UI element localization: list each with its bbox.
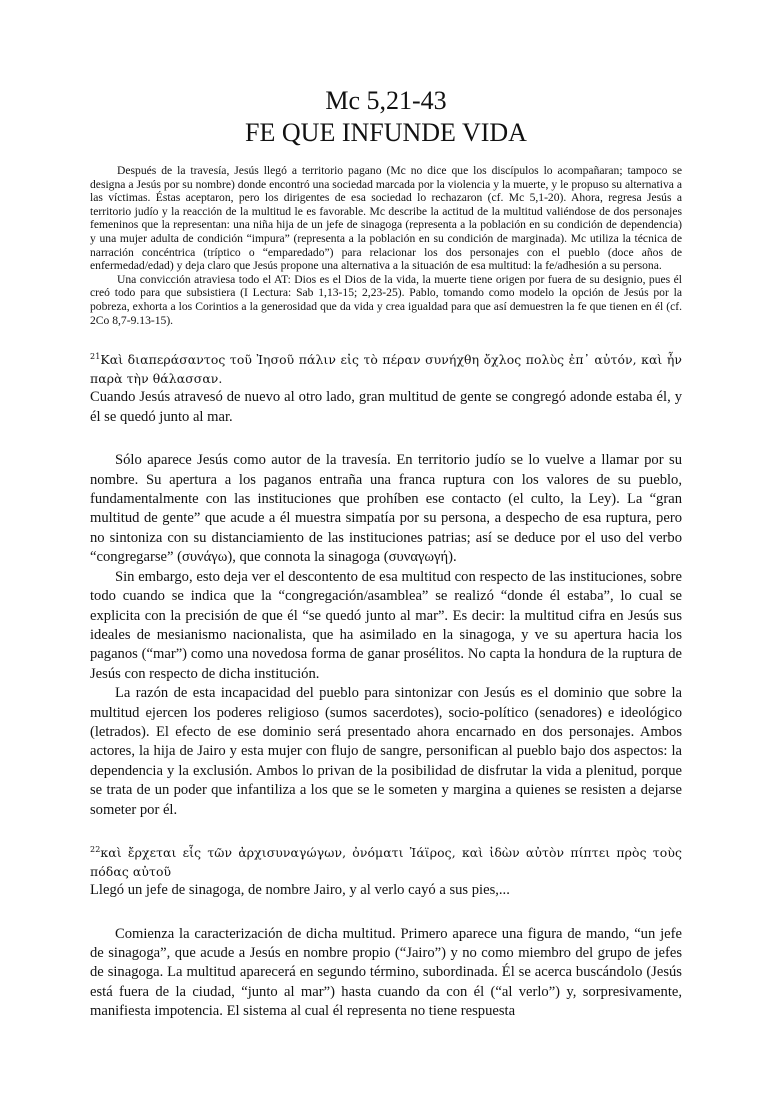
greek-verse-22 [90,840,682,881]
passage-reference: Mc 5,21-43 [325,86,447,115]
commentary-paragraph: Sólo aparece Jesús como autor de la travesía. En territorio judío se lo vuelve a llamar por su nombre. Su apertura a los paganos entraña una franca ruptura con los valores de su pueblo, fundamentalmente con las instituciones que prohíben ese contacto (el culto, la Ley). La “gran multitud de gente” que acude a él muestra simpatía por su persona, a despecho de esa ruptura, pero no sintoniza con su distanciamiento de las instituciones patrias; así se deduce por el uso del verbo “congregarse” (συνάγω), que connota la sinagoga (συναγωγή). [90,452,682,566]
verse-number: 22 [90,844,101,854]
introduction [90,164,682,327]
verse-number: 21 [90,352,101,362]
intro-paragraph: Después de la travesía, Jesús llegó a territorio pagano (Mc no dice que los discípulos lo acompañaran; tampoco se designa a Jesús por su nombre) donde encontró una sociedad marcada por la violencia y la muerte, y le propuso su alternativa a las víctimas. Éstas aceptaron, pero los dirigentes de esa sociedad lo rechazaron (cf. Mc 5,1-20). Ahora, regresa Jesús a territorio judío y la reacción de la multitud le es favorable. Mc describe la actitud de la multitud valiéndose de dos personajes femeninos que la representan: una niña hija de un jefe de sinagoga (representa a la población en su condición de dependencia) y una mujer adulta de condición “impura” (representa a la población en su condición de marginada). Mc utiliza la técnica de narración concéntrica (tríptico o “emparedado”) para relacionar los dos personajes con el pueblo (doce años de enfermedad/edad) y deja claro que Jesús propone una alternativa a la situación de esa multitud: la fe/adhesión a su persona. [90,164,682,273]
verse-22-translation: Llegó un jefe de sinagoga, de nombre Jairo, y al verlo cayó a sus pies,... [90,882,510,899]
commentary-paragraph: Comienza la caracterización de dicha multitud. Primero aparece una figura de mando, “un jefe de sinagoga”, que acude a Jesús en nombre propio (“Jairo”) y no como miembro del grupo de jefes de sinagoga. La multitud aparecerá en segundo término, subordinada. Él se acerca buscándolo (Jesús está fuera de la ciudad, “junto al mar”) hasta cuando da con él (“al verlo”) y, sorpresivamente, manifiesta impotencia. El sistema al cual él representa no tiene respuesta [90,925,682,1020]
greek-verse-21 [90,347,682,388]
commentary-paragraph: Sin embargo, esto deja ver el descontento de esa multitud con respecto de las instituciones, sobre todo cuando se indica que la “congregación/asamblea” se realizó “donde él estaba”, lo cual se explicita con la precisión de que él “se quedó junto al mar”. Es decir: la multitud cifra en Jesús sus ideales de mesianismo nacionalista, que ha asimilado en la sinagoga, y ve su apertura hacia los paganos (“mar”) como una novedosa forma de ganar prosélitos. No capta la hondura de la ruptura de Jesús con respecto de dicha institución. [90,568,682,682]
intro-paragraph: Una convicción atraviesa todo el AT: Dios es el Dios de la vida, la muerte tiene origen por fuera de su designio, pues él creó todo para que subsistiera (I Lectura: Sab 1,13-15; 2,23-25). Pablo, tomando como modelo la opción de Jesús por la pobreza, exhorta a los Corintios a la generosidad que da vida y crea igualdad para que así demuestren la fe que tienen en él (cf. 2Co 8,7-9.13-15). [90,272,682,327]
greek-text: καὶ ἔρχεται εἷς τῶν ἀρχισυναγώγων, ὀνόματι Ἰάϊρος, καὶ ἰδὼν αὐτὸν πίπτει πρὸς τοὺς πόδας αὐτοῦ [90,845,682,880]
verse-21-translation: Cuando Jesús atravesó de nuevo al otro lado, gran multitud de gente se congregó adonde estaba él, y él se quedó junto al mar. [90,389,682,425]
greek-text: Καὶ διαπεράσαντος τοῦ Ἰησοῦ πάλιν εἰς τὸ πέραν συνήχθη ὄχλος πολὺς ἐπ᾽ αὐτόν, καὶ ἦν παρὰ τὴν θάλασσαν. [90,352,682,387]
document-page [0,86,768,1110]
commentary-paragraph: La razón de esta incapacidad del pueblo para sintonizar con Jesús es el dominio que sobre la multitud ejercen los poderes religioso (sumos sacerdotes), socio-político (senadores) e ideológico (letrados). El efecto de ese dominio será presentado ahora encarnado en dos personajes. Ambos actores, la hija de Jairo y esta mujer con flujo de sangre, personifican al pueblo bajo dos aspectos: la dependencia y la exclusión. Ambos lo privan de la posibilidad de disfrutar la vida a plenitud, porque se trata de un poder que infantiliza a los que se le someten y margina a quienes se resisten a dejarse someter por él. [90,685,682,818]
page-title: FE QUE INFUNDE VIDA [245,118,527,147]
commentary-21 [90,451,682,820]
commentary-22 [90,925,682,1022]
